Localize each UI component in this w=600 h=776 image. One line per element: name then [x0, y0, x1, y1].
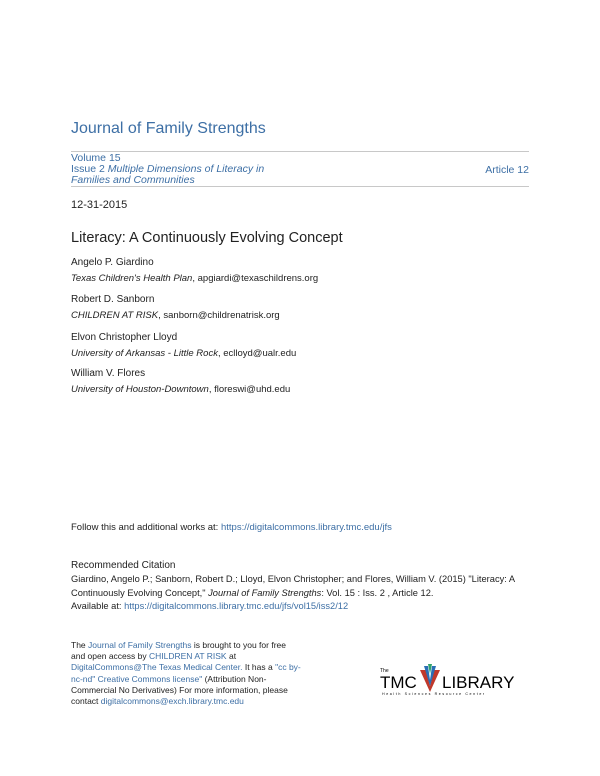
author-email: sanborn@childrenatrisk.org	[163, 310, 280, 321]
follow-line	[71, 522, 392, 533]
author-affiliation: University of Arkansas - Little Rock	[71, 348, 218, 359]
author-name: William V. Flores	[71, 368, 146, 379]
article-number[interactable]: Article 12	[485, 164, 529, 176]
citation-heading: Recommended Citation	[71, 560, 176, 571]
author-affiliation: Texas Children's Health Plan	[71, 273, 193, 284]
author-1: Angelo P. Giardino Texas Children's Health Plan, apgiardi@texaschildrens.org	[71, 257, 319, 284]
publisher-link[interactable]: CHILDREN AT RISK	[148, 651, 227, 662]
citation-link[interactable]: https://digitalcommons.library.tmc.edu/jfs/vol15/iss2/12	[124, 601, 349, 611]
author-email: apgiardi@texaschildrens.org	[197, 273, 319, 284]
citation-part: : Vol. 15 : Iss. 2 , Article 12.	[321, 587, 434, 598]
svg-text:The: The	[380, 668, 389, 674]
citation-journal: Journal of Family Strengths	[208, 587, 322, 598]
repository-link[interactable]: DigitalCommons@The Texas Medical Center.	[71, 662, 243, 673]
divider	[71, 151, 529, 152]
issue-link[interactable]: Issue 2	[71, 163, 105, 175]
author-affiliation: CHILDREN AT RISK	[71, 310, 159, 321]
author-email: floreswi@uhd.edu	[214, 384, 291, 395]
journal-link[interactable]: Journal of Family Strengths	[88, 640, 192, 650]
publication-date: 12-31-2015	[71, 199, 128, 211]
svg-text:LIBRARY: LIBRARY	[442, 673, 515, 692]
svg-text:Health Sciences Resource Cente: Health Sciences Resource Center	[382, 692, 486, 696]
author-email: eclloyd@ualr.edu	[223, 348, 297, 359]
footer-text: The	[71, 640, 89, 650]
author-name: Angelo P. Giardino	[71, 257, 154, 268]
contact-email-link[interactable]: digitalcommons@exch.library.tmc.edu	[100, 696, 244, 707]
license-link[interactable]: "cc by-nc-nd" Creative Commons license"	[71, 662, 301, 684]
journal-title[interactable]: Journal of Family Strengths	[71, 120, 266, 137]
issue-title[interactable]: Multiple Dimensions of Literacy in Families and Communities	[71, 163, 265, 186]
footer-text: is brought to you for free and open access by	[71, 640, 286, 662]
author-affiliation: University of Houston-Downtown	[71, 384, 209, 395]
follow-text: Follow this and additional works at:	[71, 522, 221, 533]
author-4: William V. Flores University of Houston-Downtown, floreswi@uhd.edu	[71, 368, 291, 395]
follow-link[interactable]: https://digitalcommons.library.tmc.edu/jfs	[220, 522, 392, 533]
footer-text: (Attribution Non-Commercial No Derivatives) For more information, please contact	[71, 673, 288, 707]
author-name: Robert D. Sanborn	[71, 294, 155, 305]
footer-notice	[71, 640, 301, 707]
available-label: Available at:	[71, 601, 125, 611]
citation-text	[71, 573, 541, 614]
divider	[71, 186, 529, 187]
author-name: Elvon Christopher Lloyd	[71, 332, 178, 343]
tmc-library-logo	[380, 662, 525, 698]
issue-info	[71, 153, 291, 186]
citation-part: Giardino, Angelo P.; Sanborn, Robert D.; Lloyd, Elvon Christopher; and Flores, William V. (2015) "Literacy: A Continuously Evolving Concept,"	[71, 574, 515, 598]
footer-text: It has a	[242, 662, 276, 673]
author-3: Elvon Christopher Lloyd University of Arkansas - Little Rock, eclloyd@ualr.edu	[71, 332, 297, 359]
article-title: Literacy: A Continuously Evolving Concept	[71, 230, 343, 246]
svg-text:TMC: TMC	[380, 673, 417, 692]
footer-text: at	[226, 651, 237, 662]
author-2: Robert D. Sanborn CHILDREN AT RISK, sanborn@childrenatrisk.org	[71, 294, 280, 321]
volume-link[interactable]: Volume 15	[71, 152, 121, 164]
